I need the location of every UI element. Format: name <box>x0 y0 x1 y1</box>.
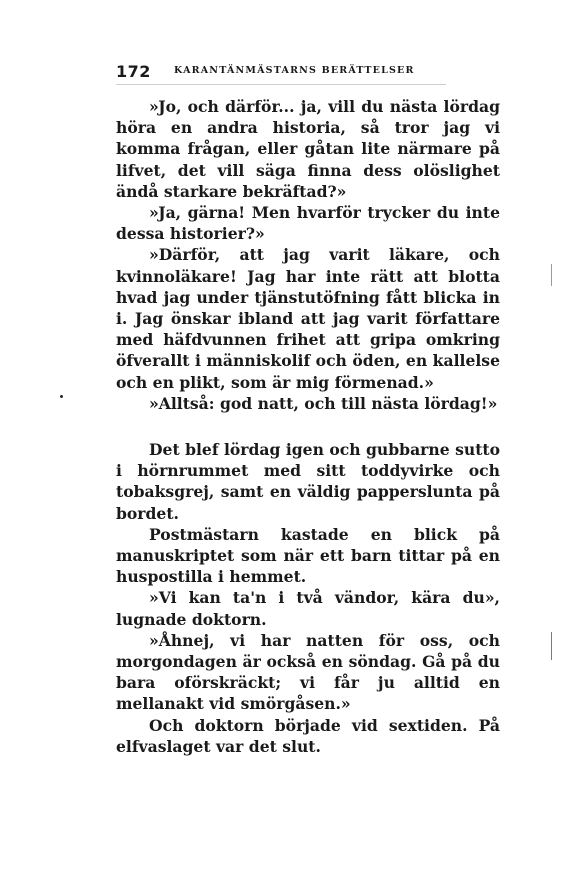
header-rule <box>116 84 446 85</box>
paragraph: »Vi kan ta'n i två vändor, kära du», lugnade doktorn. <box>116 588 500 629</box>
paragraph: Det blef lördag igen och gubbarne sutto i hörnrummet med sitt toddyvirke och tobaksgrej, samt en väldig papperslunta på bordet. <box>116 440 500 523</box>
paragraph: Och doktorn började vid sextiden. På elfvaslaget var det slut. <box>116 715 500 756</box>
paragraph: »Åhnej, vi har natten för oss, och morgondagen är också en söndag. Gå på du bara oförskräckt; vi får ju alltid en mellanakt vid smörgåsen.» <box>116 630 500 714</box>
margin-line <box>551 632 552 660</box>
paragraph: »Jo, och därför... ja, vill du nästa lördag höra en andra historia, så tror jag vi komma frågan, eller gåtan lite närmare på lifvet, det vill säga finna dess olöslighet ändå starkare bekräftad?» <box>116 97 500 201</box>
paragraph: Postmästarn kastade en blick på manuskriptet som när ett barn tittar på en huspostilla i hemmet. <box>116 524 500 587</box>
margin-line <box>551 264 552 286</box>
paragraph: »Därför, att jag varit läkare, och kvinnoläkare! Jag har inte rätt att blotta hvad jag under tjänstutöfning fått blicka in i. Jag önskar ibland att jag varit författare med häfdvunnen frihet att gripa omkring öfverallt i människolif och öden, en kallelse och en plikt, som är mig förmenad.» <box>116 245 500 392</box>
paragraph: »Alltså: god natt, och till nästa lördag!» <box>149 393 498 413</box>
paragraph: »Ja, gärna! Men hvarför trycker du inte dessa historier?» <box>116 203 500 244</box>
page-number: 172 <box>116 62 151 81</box>
body-text <box>116 96 500 757</box>
running-head: KARANTÄNMÄSTARNS BERÄTTELSER <box>174 65 415 76</box>
page-header <box>116 62 446 82</box>
margin-dot <box>60 395 63 398</box>
